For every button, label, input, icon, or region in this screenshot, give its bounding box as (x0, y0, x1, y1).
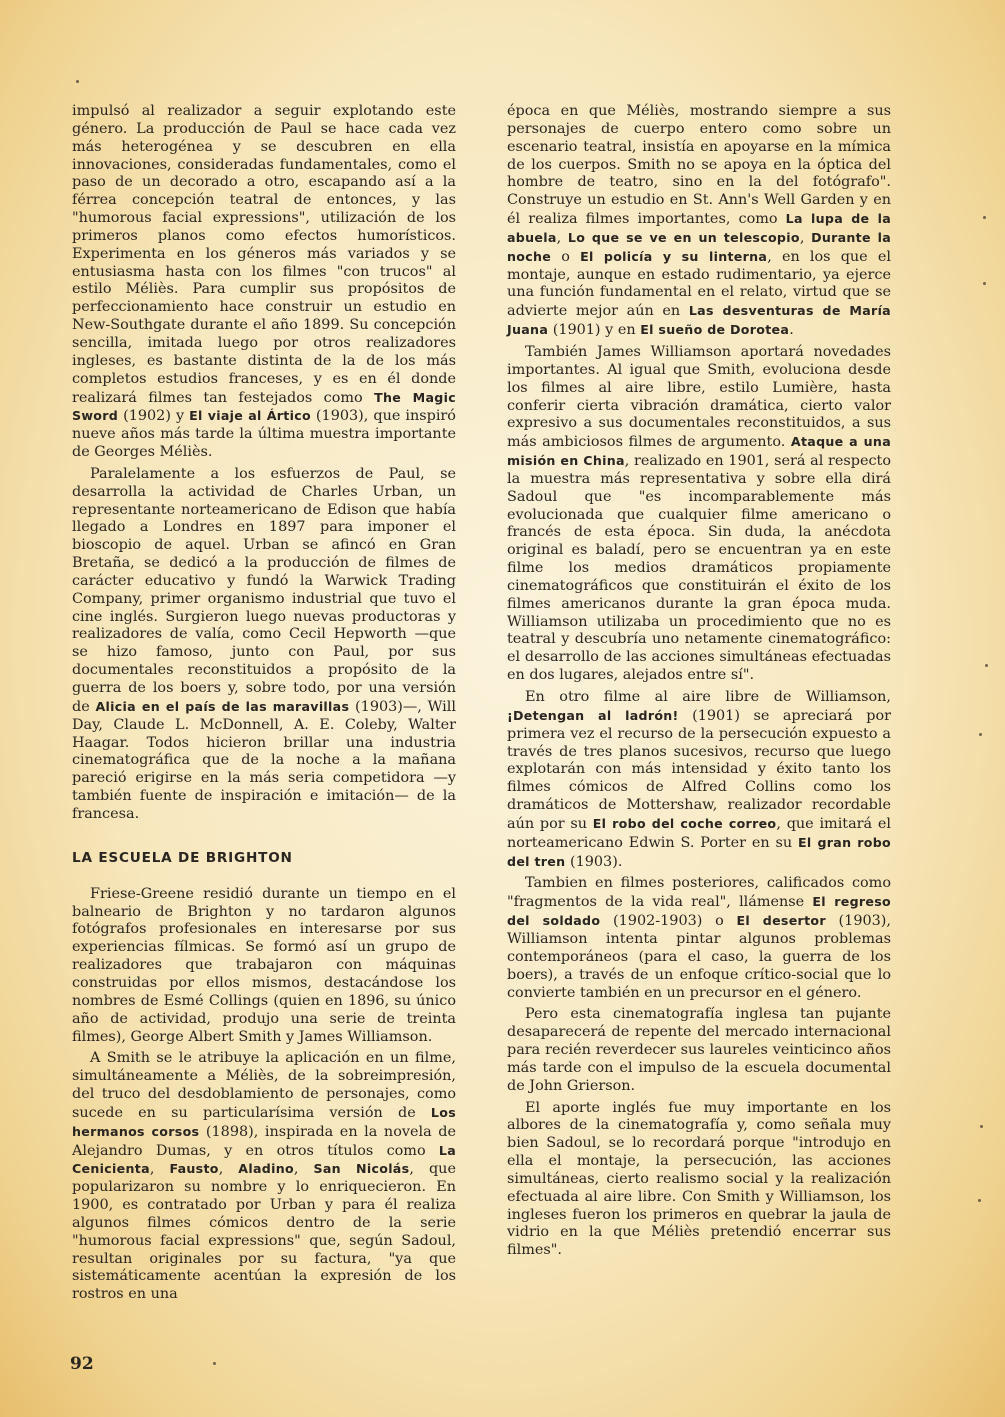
print-speck (985, 664, 988, 667)
text-run: . (789, 322, 794, 339)
film-title: El regreso del soldado (507, 894, 891, 929)
print-speck (979, 733, 982, 736)
text-run: (1898), inspirada en la novela de Alejandro Dumas, y en otros títulos como (72, 1123, 457, 1159)
film-title: El gran robo del tren (507, 834, 892, 869)
film-title: The Magic Sword (72, 389, 456, 424)
print-speck (76, 80, 79, 83)
film-title: El robo del coche correo (592, 815, 777, 831)
film-title: El policía y su linterna (580, 248, 768, 264)
text-run: (1901) se apreciará por primera vez el recurso de la persecución expuesto a través de tres planos sucesivos, recurso que luego explotarán con más intensidad y éxito tanto los filmes cómicos de Alfred Collins como los dramáticos de Mottershaw, realizador recordable aún por su (507, 707, 891, 832)
text-run: , (556, 229, 568, 246)
print-speck (980, 1125, 983, 1128)
body-paragraph (507, 1006, 891, 1095)
film-title: El viaje al Ártico (189, 408, 311, 424)
text-run: , realizado en 1901, será al respecto la muestra más representativa y sobre ella dirá Sadoul que "es incomparablemente más evolucionada que cualquier filme americano o francés de esta época. Sin duda, la anécdota original es baladí, pero se encuentran ya en este filme los medios dramáticos propiamente cinematográficos que constituirán el éxito de los filmes americanos durante la gran época muda. Williamson utilizaba un procedimiento que no es teatral y descubría uno netamente cinematográfico: el desarrollo de las acciones simultáneas efectuadas en dos lugares, alejados entre sí". (507, 453, 891, 684)
film-title: Alicia en el país de las maravillas (95, 698, 350, 714)
body-paragraph (507, 344, 891, 685)
text-run: También James Williamson aportará novedades importantes. Al igual que Smith, evoluciona desde los filmes al aire libre, estilo Lumière, hasta conferir cierta vibración dramática, cierto valor expresivo a sus documentales reconstituidos, a sus más ambiciosos filmes de argumento. (507, 343, 891, 451)
text-run: o (551, 248, 581, 265)
left-paragraphs-bottom (72, 886, 456, 1304)
text-run: Tambien en filmes posteriores, calificados como "fragmentos de la vida real", llámense (507, 875, 891, 911)
text-run: Paralelamente a los esfuerzos de Paul, se desarrolla la actividad de Charles Urban, un representante norteamericano de Edison que había llegado a Londres en 1897 para imponer el bioscopio de aquel. Urban se afincó en Gran Bretaña, se dedicó a la producción de filmes de carácter educativo y fundó la Warwick Trading Company, primer organismo industrial que tuvo el cine inglés. Surgieron luego nuevas productoras y realizadores de valía, como Cecil Hepworth —que se hizo famoso, junto con Paul, por sus documentales reconstituidos a propósito de la guerra de los boers y, sobre todo, por una versión de (72, 465, 456, 715)
film-title: Los hermanos corsos (72, 1104, 456, 1139)
film-title: Lo que se ve en un telescopio (567, 229, 800, 245)
body-paragraph (507, 689, 891, 871)
text-run: , que imitará el norteamericano Edwin S. Porter en su (507, 815, 891, 851)
text-run: Friese-Greene residió durante un tiempo en el balneario de Brighton y no tardaron algunos fotógrafos profesionales en interesarse por sus experiencias fílmicas. Se formó así un grupo de realizadores que trabajaron con máquinas construidas por ellos mismos, destacándose los nombres de Esmé Collings (quien en 1896, su único año de actividad, produjo una serie de treinta filmes), George Albert Smith y James Williamson. (72, 885, 456, 1045)
text-run: , en los que el montaje, aunque en estado rudimentario, ya ejerce una función fundamental en el relato, virtud que se advierte mejor aún en (507, 248, 891, 320)
text-run: (1903). (565, 853, 623, 870)
text-run: , (799, 229, 812, 246)
film-title: Fausto (169, 1161, 219, 1177)
body-paragraph (72, 103, 456, 462)
text-run: (1902) y (118, 408, 190, 425)
film-title: Durante la noche (507, 229, 891, 264)
text-run: (1903), Williamson intenta pintar algunos problemas contemporáneos (para el caso, la guerra de los boers), a través de un enfoque crítico-social que lo convierte también en un precursor en el género. (507, 913, 891, 1001)
film-title: Aladino (238, 1161, 294, 1177)
film-title: Las desventuras de María Juana (507, 303, 891, 338)
film-title: La Cenicienta (72, 1142, 456, 1177)
film-title: ¡Detengan al ladrón! (507, 707, 679, 723)
left-column (72, 103, 456, 1304)
text-run: El aporte inglés fue muy importante en los albores de la cinematografía y, como señala muy bien Sadoul, se lo recordará porque "introdujo en ella el montaje, la persecución, las acciones simultáneas, cierto realismo social y la realización efectuada al aire libre. Con Smith y Williamson, los ingleses fueron los primeros en quebrar la jaula de vidrio en la que Méliès pretendió encerrar sus filmes". (507, 1099, 891, 1259)
body-paragraph (72, 466, 456, 824)
right-paragraphs (507, 103, 891, 1260)
body-paragraph (507, 1100, 891, 1261)
text-run: (1903)—, Will Day, Claude L. McDonnell, A. E. Coleby, Walter Haagar. Todos hicieron brillar una industria cinematográfica que de la noche a la mañana pareció erigirse en la más seria competidora —y también fuente de inspiración e imitación— de la francesa. (72, 698, 456, 822)
text-run: A Smith se le atribuye la aplicación en un filme, simultáneamente a Méliès, de la sobreimpresión, del truco del desdoblamiento de personajes, como sucede en su particularísima versión de (72, 1050, 456, 1121)
body-paragraph (72, 1050, 456, 1304)
film-title: La lupa de la abuela (507, 211, 891, 245)
print-speck (213, 1362, 216, 1365)
film-title: El sueño de Dorotea (640, 322, 790, 338)
page-number: 92 (70, 1354, 94, 1374)
body-paragraph (72, 886, 456, 1047)
left-paragraphs-top (72, 103, 456, 824)
body-paragraph (507, 875, 891, 1002)
print-speck (983, 282, 986, 285)
print-speck (983, 216, 986, 219)
print-speck (978, 1199, 981, 1202)
body-paragraph (507, 103, 891, 340)
film-title: Ataque a una misión en China (507, 434, 891, 469)
text-run: (1903), que inspiró nueve años más tarde la última muestra importante de Georges Méliès. (72, 408, 456, 461)
text-run: época en que Méliès, mostrando siempre a sus personajes de cuerpo entero como sobre un escenario teatral, insistía en apoyarse en la mímica de los cuerpos. Smith no se apoya en la óptica del hombre de teatro, sino en la del fotógrafo". Construye un estudio en St. Ann's Well Garden y en él realiza filmes importantes, como (507, 103, 891, 228)
text-run: (1901) y en (548, 322, 641, 339)
text-run: , (149, 1161, 170, 1178)
film-title: San Nicolás (313, 1161, 410, 1177)
text-run: En otro filme al aire libre de Williamson, (525, 689, 891, 705)
text-run: , que popularizaron su nombre y lo enriquecieron. En 1900, es contratado por Urban y para él realiza algunos filmes cómicos dentro de la serie "humorous facial expressions" que, según Sadoul, resultan originales por su factura, "ya que sistemáticamente acentúan la expresión de los rostros en una (72, 1161, 456, 1303)
text-run: Pero esta cinematografía inglesa tan pujante desaparecerá de repente del mercado internacional para recién reverdecer sus laureles veinticinco años más tarde con el impulso de la escuela documental de John Grierson. (507, 1006, 891, 1094)
text-run: , (293, 1161, 314, 1178)
section-heading: LA ESCUELA DE BRIGHTON (72, 849, 293, 866)
right-column (507, 103, 891, 1260)
text-run: (1902-1903) o (600, 913, 737, 930)
text-run: , (218, 1161, 239, 1178)
text-run: impulsó al realizador a seguir explotando este género. La producción de Paul se hace cada vez más heterogénea y se descubren en ella innovaciones, consideradas fundamentales, como el paso de un decorado a otro, escapando así a la férrea concepción teatral de entonces, y las "humorous facial expressions", utilización de los primeros planos como efectos humorísticos. Experimenta en los géneros más variados y se entusiasma hasta con los filmes "con trucos" al estilo Méliès. Para cumplir sus propósitos de perfeccionamiento hace construir un estudio en New-Southgate durante el año 1899. Su concepción sencilla, imitada luego por otros realizadores ingleses, es bastante distinta de la de los más completos estudios franceses, y es en él donde realizará filmes tan festejados como (72, 103, 456, 406)
film-title: El desertor (736, 913, 826, 929)
